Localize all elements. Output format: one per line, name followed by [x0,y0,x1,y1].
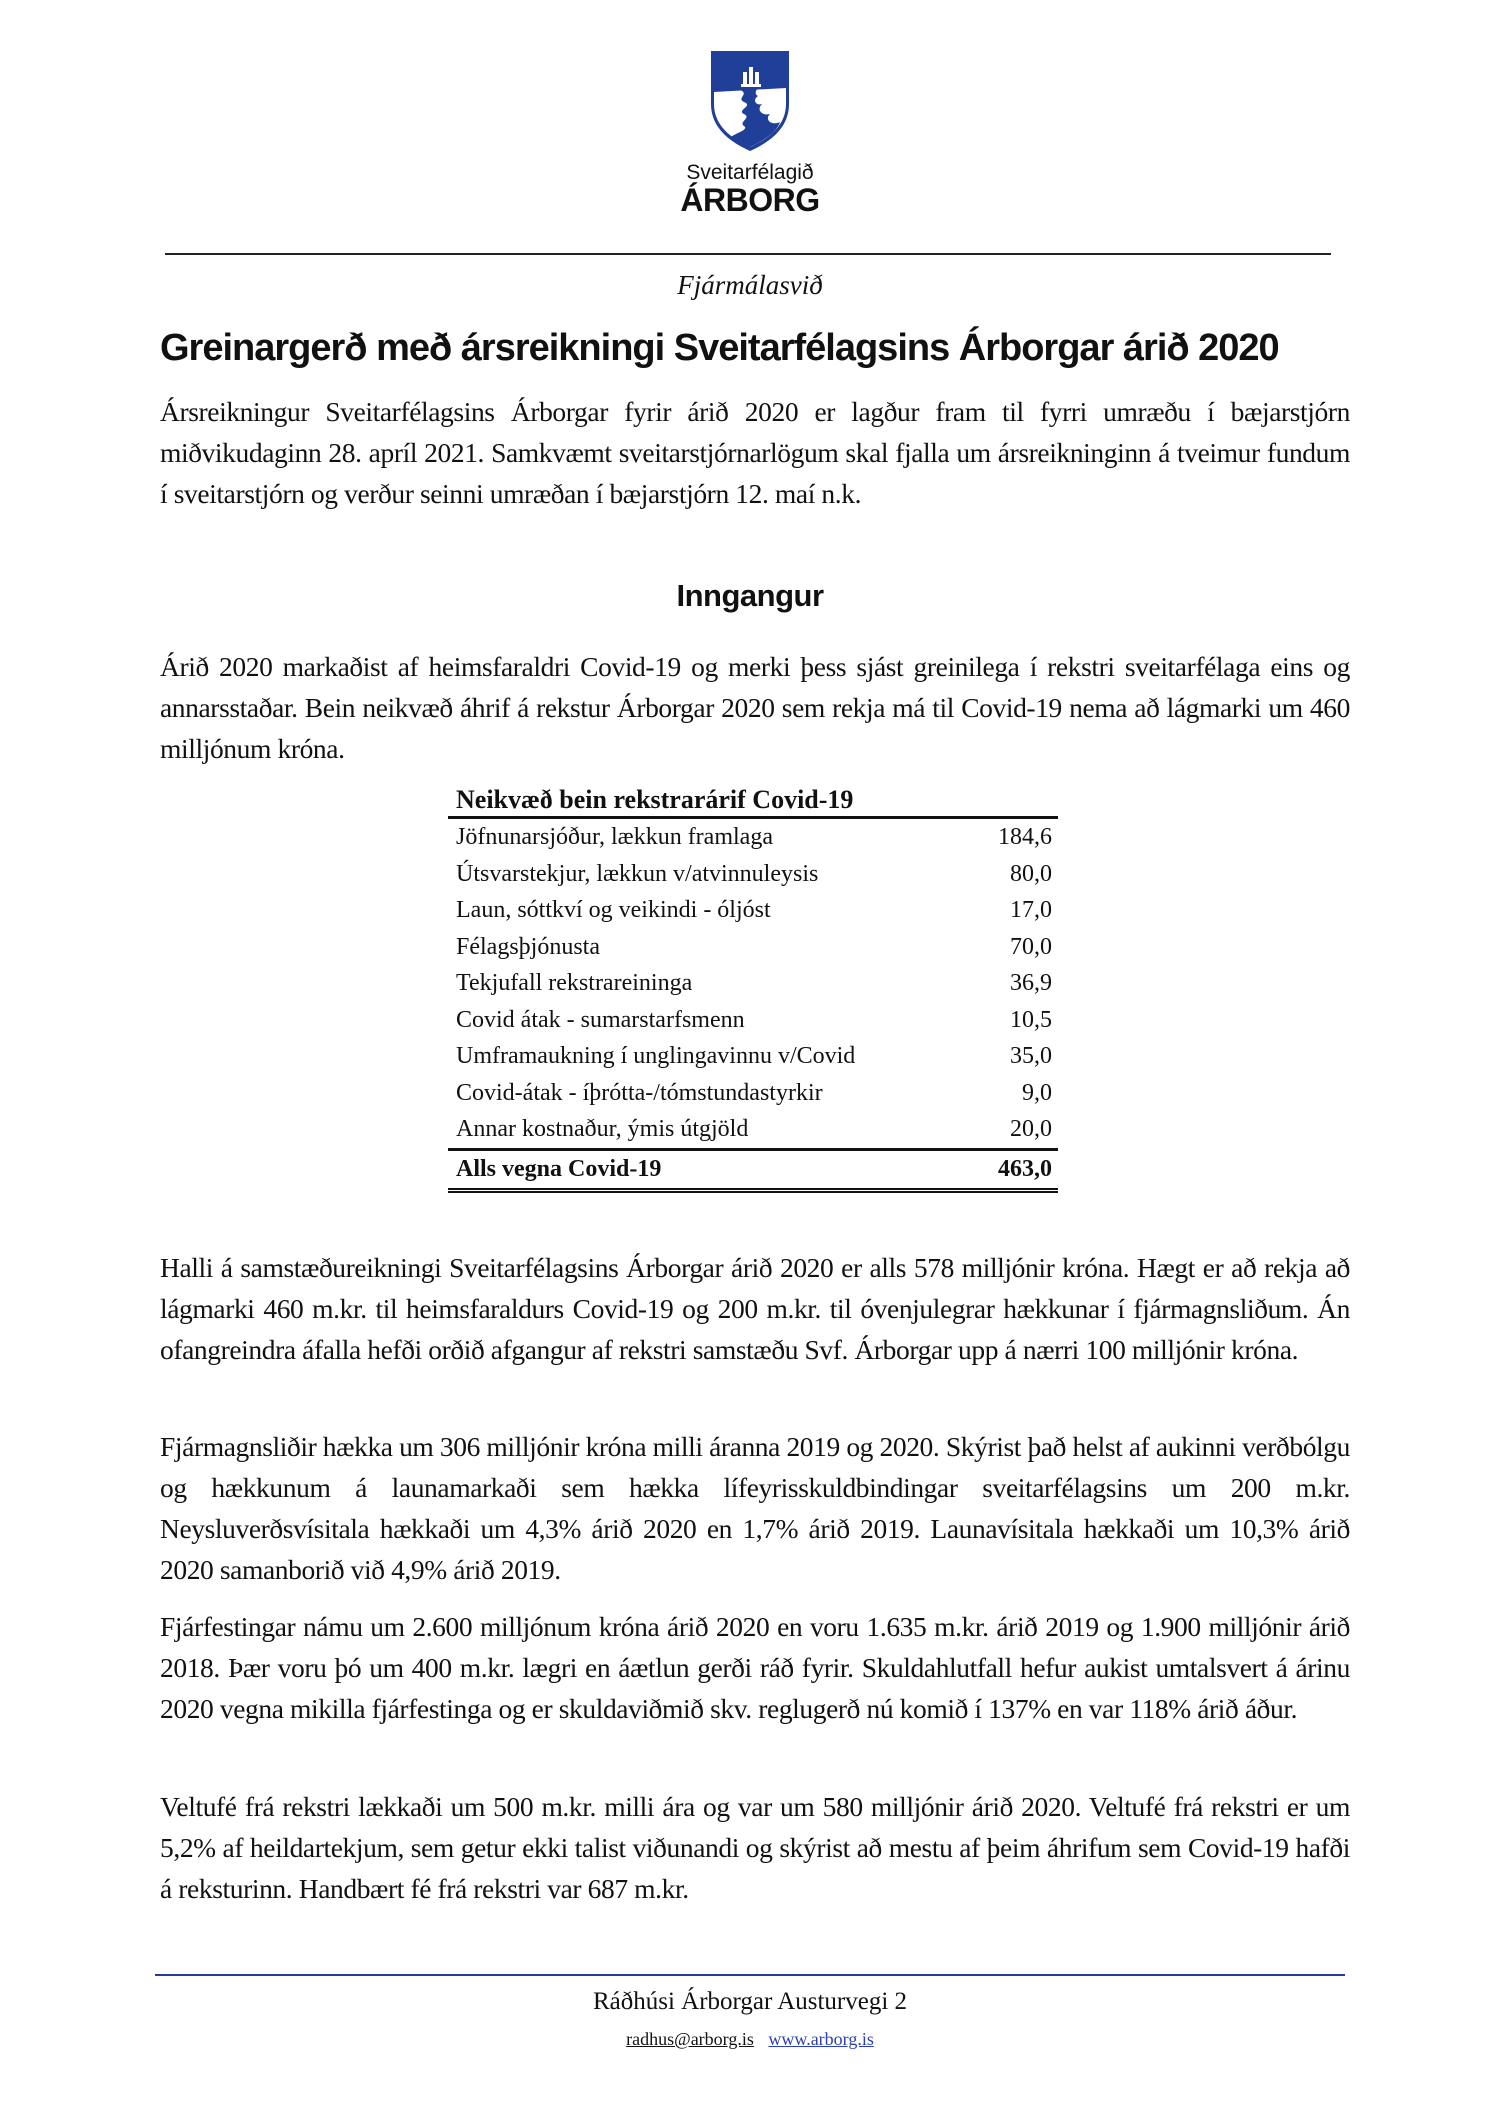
row-label: Umframaukning í unglingavinnu v/Covid [456,1043,856,1069]
department-label: Fjármálasvið [677,270,823,300]
table-row [448,1075,1058,1112]
header-divider [165,253,1331,255]
intro-paragraph: Ársreikningur Sveitarfélagsins Árborgar fyrir árið 2020 er lagður fram til fyrri umræðu í bæjarstjórn miðvikudaginn 28. apríl 2021. Samkvæmt sveitarstjórnarlögum skal fjalla um ársreikninginn á tveimur fundum í sveitarstjórn og verður seinni umræðan í bæjarstjórn 12. maí n.k. [160,396,1350,509]
document-title: Greinargerð með ársreikningi Sveitarfélagsins Árborgar árið 2020 [160,327,1279,369]
row-label: Covid-átak - íþrótta-/tómstundastyrkir [456,1079,823,1106]
covid-impact-table [448,785,1058,1193]
email-link[interactable]: radhus@arborg.is [626,2029,754,2049]
logo-text-line1: Sveitarfélagið [686,161,814,184]
row-value: 9,0 [1022,1079,1052,1106]
table-total-row [448,1149,1058,1190]
row-label: Félagsþjónusta [456,933,600,960]
row-label: Annar kostnaður, ýmis útgjöld [448,1111,972,1149]
row-value: 35,0 [1010,1043,1052,1069]
municipality-logo [0,50,1500,216]
table-row [448,818,1058,856]
row-label: Jöfnunarsjóður, lækkun framlaga [456,824,773,850]
table-row [448,1038,1058,1075]
table-row [448,892,1058,929]
row-value: 184,6 [998,824,1052,850]
row-label: Tekjufall rekstrareininga [456,970,693,996]
section-heading: Inngangur [676,578,824,613]
logo-text-line2: ÁRBORG [680,182,820,218]
row-value: 17,0 [1010,897,1052,923]
table-row [448,965,1058,1002]
footer-address: Ráðhúsi Árborgar Austurvegi 2 [592,1988,908,2015]
row-label: Covid átak - sumarstarfsmenn [456,1006,745,1033]
table-row [448,1002,1058,1039]
row-label: Útsvarstekjur, lækkun v/atvinnuleysis [456,860,819,887]
row-value: 10,5 [1010,1006,1052,1033]
row-value: 36,9 [1010,970,1052,996]
table-row [448,929,1058,966]
footer-links [0,2027,1500,2051]
total-value: 463,0 [972,1149,1058,1190]
section-paragraph: Árið 2020 markaðist af heimsfaraldri Covid-19 og merki þess sjást greinilega í rekstri sveitarfélaga eins og annarsstaðar. Bein neikvæð áhrif á rekstur Árborgar 2020 sem rekja má til Covid-19 nema að lágmarki um 460 milljónum króna. [160,651,1350,764]
body-paragraph-financial-items: Fjármagnsliðir hækka um 306 milljónir króna milli áranna 2019 og 2020. Skýrist það helst af aukinni verðbólgu og hækkunum á launamarkaði sem hækka lífeyrisskuldbindingar sveitarfélagsins um 200 m.kr. Neysluverðsvísitala hækkaði um 4,3% árið 2020 en 1,7% árið 2019. Launavísitala hækkaði um 10,3% árið 2020 samanborið við 4,9% árið 2019. [160,1431,1350,1585]
table-title: Neikvæð bein rekstrarárif Covid-19 [448,785,1058,818]
row-value: 80,0 [1010,860,1052,887]
table-row [448,1111,1058,1149]
row-value: 70,0 [1010,933,1052,960]
row-value: 20,0 [972,1111,1058,1149]
body-paragraph-deficit: Halli á samstæðureikningi Sveitarfélagsins Árborgar árið 2020 er alls 578 milljónir króna. Hægt er að rekja að lágmarki 460 m.kr. til heimsfaraldurs Covid-19 og 200 m.kr. til óvenjulegrar hækkunar í fjármagnsliðum. Án ofangreindra áfalla hefði orðið afgangur af rekstri samstæðu Svf. Árborgar upp á nærri 100 milljónir króna. [160,1252,1350,1365]
total-label: Alls vegna Covid-19 [448,1149,972,1190]
table-row [448,856,1058,893]
body-paragraph-cashflow: Veltufé frá rekstri lækkaði um 500 m.kr. milli ára og var um 580 milljónir árið 2020. Veltufé frá rekstri er um 5,2% af heildartekjum, sem getur ekki talist viðunandi og skýrist að mestu af þeim áhrifum sem Covid-19 hafði á reksturinn. Handbært fé frá rekstri var 687 m.kr. [160,1791,1350,1904]
website-link[interactable]: www.arborg.is [768,2029,874,2049]
row-label: Laun, sóttkví og veikindi - óljóst [456,897,771,923]
body-paragraph-investments: Fjárfestingar námu um 2.600 milljónum króna árið 2020 en voru 1.635 m.kr. árið 2019 og 1.900 milljónir árið 2018. Þær voru þó um 400 m.kr. lægri en áætlun gerði ráð fyrir. Skuldahlutfall hefur aukist umtalsvert á árinu 2020 vegna mikilla fjárfestinga og er skuldaviðmið skv. reglugerð nú komið í 137% en var 118% árið áður. [160,1611,1350,1724]
footer-divider [155,1974,1345,1976]
shield-emblem-icon [710,50,790,152]
